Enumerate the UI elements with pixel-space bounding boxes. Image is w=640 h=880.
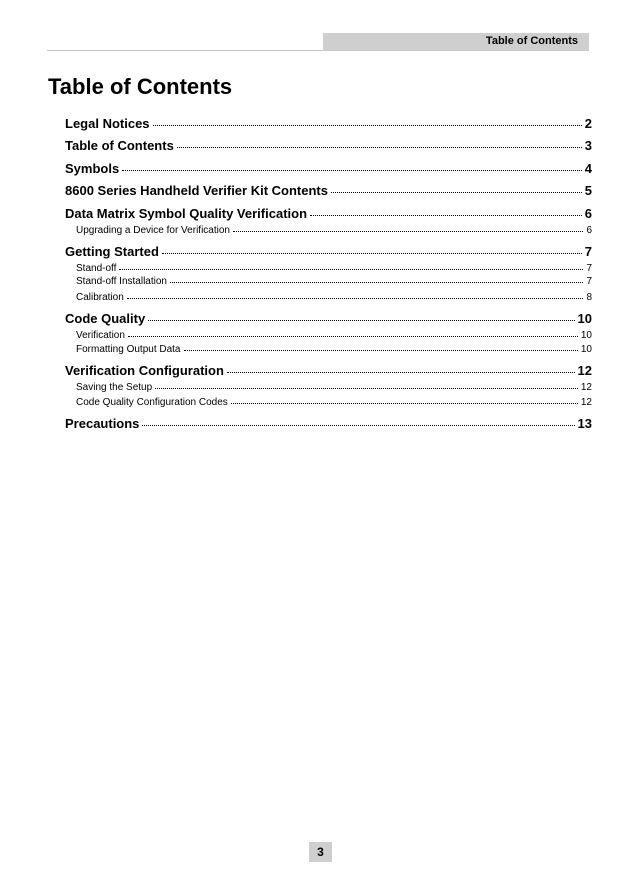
toc-entry-page: 10 <box>580 344 592 355</box>
toc-subentry-calibration[interactable] <box>76 292 592 304</box>
toc-subentry-formatting-output-data[interactable] <box>76 344 592 356</box>
toc-dot-leader <box>148 320 574 321</box>
toc-entry-label: Precautions <box>65 416 140 431</box>
toc-entry-data-matrix-verification[interactable] <box>65 206 592 222</box>
toc-entry-label: Verification <box>76 330 125 341</box>
toc-entry-page: 7 <box>584 244 592 259</box>
toc-dot-leader <box>170 282 583 283</box>
toc-entry-label: Calibration <box>76 292 124 303</box>
toc-dot-leader <box>122 170 582 171</box>
toc-entry-page: 5 <box>584 183 592 198</box>
toc-dot-leader <box>227 372 575 373</box>
toc-entry-page: 2 <box>584 116 592 131</box>
toc-entry-label: Formatting Output Data <box>76 344 181 355</box>
toc-subentry-saving-the-setup[interactable] <box>76 382 592 394</box>
toc-dot-leader <box>155 388 578 389</box>
toc-entry-page: 8 <box>586 292 592 303</box>
toc-dot-leader <box>153 125 582 126</box>
toc-entry-code-quality[interactable] <box>65 311 592 327</box>
toc-entry-kit-contents[interactable] <box>65 183 592 199</box>
page-number: 3 <box>309 842 332 862</box>
toc-entry-page: 10 <box>577 311 592 326</box>
header-section-tab <box>323 33 589 50</box>
toc-subentry-stand-off-installation[interactable] <box>76 276 592 288</box>
toc-entry-label: Stand-off <box>76 263 117 274</box>
toc-entry-page: 12 <box>577 363 592 378</box>
toc-entry-label: 8600 Series Handheld Verifier Kit Contents <box>65 183 328 198</box>
toc-entry-page: 7 <box>586 276 592 287</box>
toc-entry-page: 4 <box>584 161 592 176</box>
toc-dot-leader <box>331 192 582 193</box>
toc-dot-leader <box>162 253 582 254</box>
toc-dot-leader <box>231 403 578 404</box>
toc-entry-table-of-contents[interactable] <box>65 138 592 154</box>
toc-dot-leader <box>310 215 582 216</box>
page-title: Table of Contents <box>48 74 233 99</box>
toc-dot-leader <box>119 269 583 270</box>
toc-dot-leader <box>127 298 584 299</box>
toc-entry-label: Code Quality Configuration Codes <box>76 397 228 408</box>
toc-subentry-configuration-codes[interactable] <box>76 397 592 409</box>
toc-entry-label: Data Matrix Symbol Quality Verification <box>65 206 308 221</box>
toc-dot-leader <box>142 425 574 426</box>
toc-entry-page: 3 <box>584 138 592 153</box>
toc-entry-label: Table of Contents <box>65 138 174 153</box>
toc-entry-label: Getting Started <box>65 244 159 259</box>
toc-entry-page: 10 <box>580 330 592 341</box>
toc-entry-page: 12 <box>580 397 592 408</box>
header-section-title: Table of Contents <box>485 35 578 47</box>
header-rule <box>47 50 589 51</box>
toc-entry-page: 7 <box>586 263 592 274</box>
toc-dot-leader <box>233 231 583 232</box>
toc-entry-precautions[interactable] <box>65 416 592 432</box>
toc-entry-symbols[interactable] <box>65 161 592 177</box>
toc-subentry-verification[interactable] <box>76 330 592 342</box>
toc-entry-legal-notices[interactable] <box>65 116 592 132</box>
toc-entry-label: Verification Configuration <box>65 363 224 378</box>
toc-dot-leader <box>177 147 582 148</box>
toc-entry-page: 6 <box>586 225 592 236</box>
toc-entry-page: 6 <box>584 206 592 221</box>
toc-entry-page: 12 <box>580 382 592 393</box>
toc-entry-page: 13 <box>577 416 592 431</box>
toc-entry-label: Code Quality <box>65 311 146 326</box>
toc-entry-label: Saving the Setup <box>76 382 153 393</box>
toc-entry-label: Legal Notices <box>65 116 150 131</box>
toc-entry-label: Upgrading a Device for Verification <box>76 225 230 236</box>
toc-entry-getting-started[interactable] <box>65 244 592 260</box>
toc-entry-label: Stand-off Installation <box>76 276 167 287</box>
toc-subentry-stand-off[interactable] <box>76 263 592 275</box>
toc-dot-leader <box>128 336 578 337</box>
toc-entry-label: Symbols <box>65 161 120 176</box>
toc-entry-verification-configuration[interactable] <box>65 363 592 379</box>
toc-dot-leader <box>184 350 578 351</box>
toc-subentry-upgrading-device[interactable] <box>76 225 592 237</box>
